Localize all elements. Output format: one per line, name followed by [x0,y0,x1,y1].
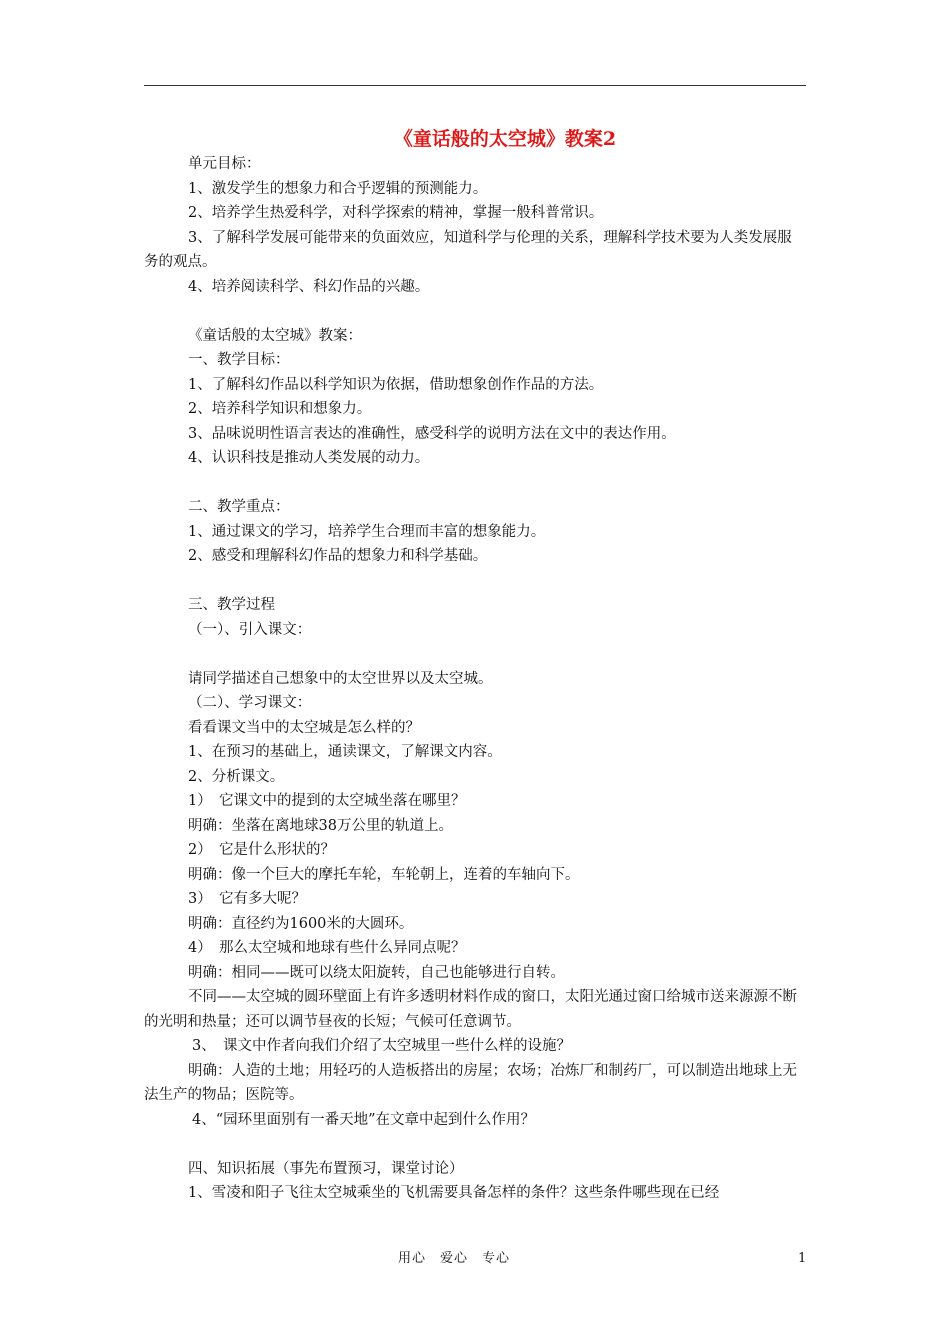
unit-goal-item: 1、激发学生的想象力和合乎逻辑的预测能力。 [188,180,488,197]
goal-item: 2、培养科学知识和想象力。 [188,401,372,417]
process-line: 1、在预习的基础上，通读课文，了解课文内容。 [188,744,502,760]
process-line: 明确：相同——既可以绕太阳旋转，自己也能够进行自转。 [188,964,565,981]
focus-heading: 二、教学重点： [188,499,290,515]
process-line: 明确：坐落在离地球38万公里的轨道上。 [188,817,453,834]
process-line: 4） 那么太空城和地球有些什么异同点呢？ [188,940,466,956]
unit-goal-item: 2、培养学生热爱科学，对科学探索的精神，掌握一般科普常识。 [188,205,604,221]
extend-heading: 四、知识拓展（事先布置预习，课堂讨论） [188,1160,464,1177]
footer-motto: 用心 爱心 专心 [398,1251,511,1266]
goal-item: 4、认识科技是推动人类发展的动力。 [188,450,430,466]
question-4: 4、“园环里面别有一番天地”在文章中起到什么作用？ [192,1111,536,1128]
question-3: 3、 课文中作者向我们介绍了太空城里一些什么样的设施？ [192,1038,571,1054]
extend-line: 1、雪凌和阳子飞往太空城乘坐的飞机需要具备怎样的条件？这些条件哪些现在已经 [188,1185,720,1201]
lesson-heading: 《童话般的太空城》教案： [188,327,362,344]
goal-item: 3、品味说明性语言表达的准确性，感受科学的说明方法在文中的表达作用。 [188,425,676,442]
goal-item: 1、了解科幻作品以科学知识为依据，借助想象创作作品的方法。 [188,376,604,393]
intro-text: 请同学描述自己想象中的太空世界以及太空城。 [188,670,493,687]
process-line: 明确：像一个巨大的摩托车轮，车轮朝上，连着的车轴向下。 [188,866,580,883]
process-line: 2、分析课文。 [188,768,285,785]
unit-goal-item: 4、培养阅读科学、科幻作品的兴趣。 [188,278,430,295]
process-line: 明确：直径约为1600米的大圆环。 [188,915,414,932]
document-title: 《童话般的太空城》教案2 [393,128,617,150]
document-body [144,126,806,1206]
process-line: 看看课文当中的太空城是怎么样的？ [188,719,420,736]
different-text: 不同——太空城的圆环壁面上有许多透明材料作成的窗口，太阳光通过窗口给城市送来源源不断的光明和热量；还可以调节昼夜的长短；气候可任意调节。 [144,989,797,1030]
unit-goal-item: 3、了解科学发展可能带来的负面效应，知道科学与伦理的关系，理解科学技术要为人类发展服务的观点。 [144,229,792,270]
focus-item: 1、通过课文的学习，培养学生合理而丰富的想象能力。 [188,523,546,540]
intro-heading: （一）、引入课文： [188,621,312,638]
process-line: 1） 它课文中的提到的太空城坐落在哪里？ [188,793,466,809]
goals-heading: 一、教学目标： [188,352,290,368]
focus-item: 2、感受和理解科幻作品的想象力和科学基础。 [188,548,488,564]
header-rule [144,85,806,86]
unit-goals-heading: 单元目标： [188,156,261,172]
process-line: 3） 它有多大呢？ [188,891,306,907]
process-heading: 三、教学过程 [188,597,275,613]
page-number: 1 [798,1251,807,1266]
study-heading: （二）、学习课文： [188,695,312,711]
process-line: 2） 它是什么形状的？ [188,842,335,858]
answer-3: 明确：人造的土地；用轻巧的人造板搭出的房屋；农场；冶炼厂和制药厂，可以制造出地球上无法生产的物品；医院等。 [144,1062,797,1103]
